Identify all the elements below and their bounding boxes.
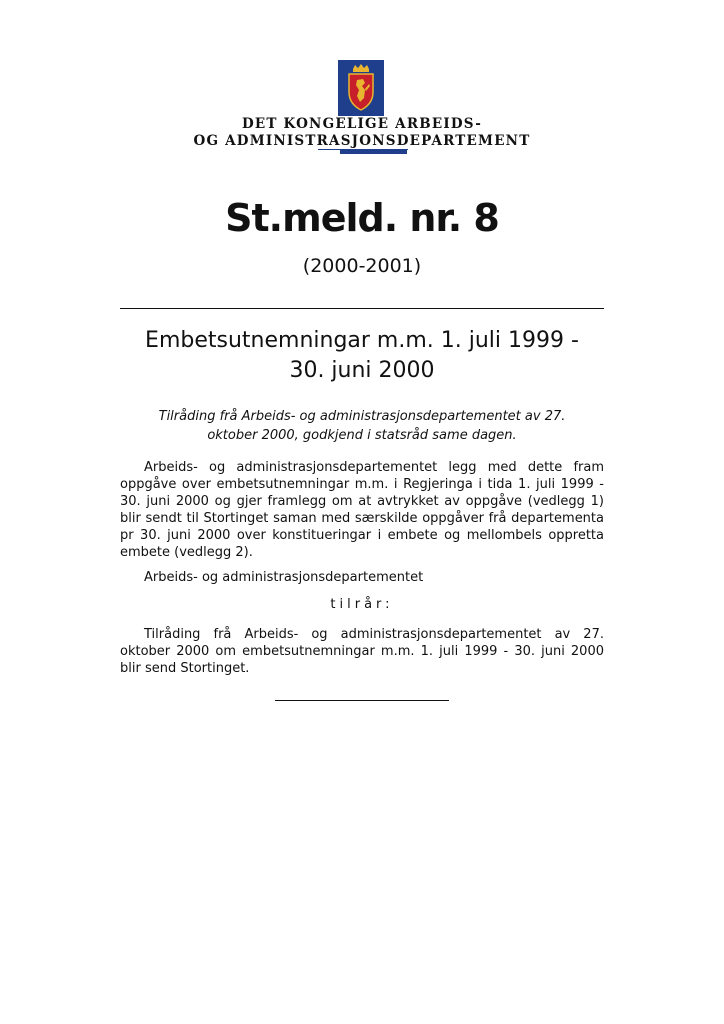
header-blue-bar (340, 149, 407, 154)
ministry-name (180, 116, 544, 150)
tilrar-label: tilrår: (330, 597, 394, 612)
title-divider (120, 308, 604, 309)
session-years: (2000-2001) (302, 255, 422, 277)
body-paragraph-3: Tilråding frå Arbeids- og administrasjonsdepartementet av 27. oktober 2000 om embetsutnemningar m.m. 1. juli 1999 - 30. juni 2000 blir send Stortinget. (120, 627, 604, 676)
heading-line-2: 30. juni 2000 (289, 358, 435, 383)
coat-of-arms-icon (338, 60, 384, 116)
body-paragraph-2: Arbeids- og administrasjonsdepartementet (144, 570, 424, 585)
heading-line-1: Embetsutnemningar m.m. 1. juli 1999 - (145, 328, 579, 353)
recommendation-note: Tilråding frå Arbeids- og administrasjonsdepartementet av 27. oktober 2000, godkjend i statsråd same dagen. (158, 409, 566, 443)
ministry-line-2: OG ADMINISTRASJONSDEPARTEMENT (193, 133, 531, 149)
body-paragraph-1: Arbeids- og administrasjonsdepartementet legg med dette fram oppgåve over embetsutnemningar m.m. i Regjeringa i tida 1. juli 1999 - 30. juni 2000 og gjer framlegg om at avtrykket av oppgåve (vedlegg 1) blir sendt til Stortinget saman med særskilde oppgåver frå departementa pr 30. juni 2000 over konstitueringar i embete og mellombels oppretta embete (vedlegg 2). (120, 460, 604, 560)
document-title: St.meld. nr. 8 (225, 196, 499, 240)
ministry-line-1: DET KONGELIGE ARBEIDS- (241, 116, 483, 132)
end-divider (275, 700, 449, 701)
document-heading (130, 326, 594, 386)
